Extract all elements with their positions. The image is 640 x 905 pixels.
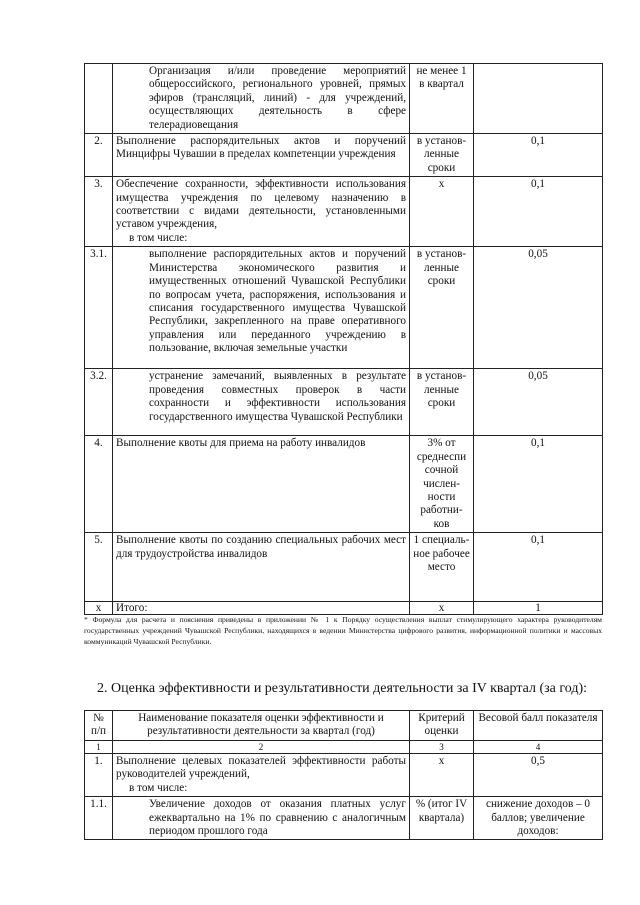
row-criterion: 3% от среднеспи сочной числен-ности работни-ков (410, 436, 474, 533)
row-subtext: в том числе: (129, 781, 188, 794)
row-text: Выполнение квоты для приема на работу инвалидов (113, 436, 410, 533)
row-subtext: в том числе: (129, 231, 188, 244)
row-num: 1.1. (85, 797, 113, 840)
row-text: Обеспечение сохранности, эффективности использования имущества учреждения по целевому назначению в соответствии с видами деятельности, установленными уставом учреждения, (116, 178, 406, 231)
row-num (85, 64, 113, 134)
row-text: Выполнение квоты по созданию специальных рабочих мест для трудоустройства инвалидов (113, 533, 410, 602)
row-weight: снижение доходов – 0 баллов; увеличение доходов: (474, 797, 603, 840)
row-num: 5. (85, 533, 113, 602)
indicators-table-year (84, 710, 603, 840)
colnum-1: 1 (85, 741, 113, 754)
row-text: выполнение распорядительных актов и поручений Министерства экономического развития и имущественных отношений Чувашской Республики по вопросам учета, распоряжения, использования и списания государственного имущества Чувашской Республики, закрепленного на праве оперативного управления или переданного учреждению в пользование, включая земельные участки (113, 247, 410, 369)
table-header-row (85, 711, 603, 741)
header-num: № п/п (85, 711, 113, 741)
row-criterion: не менее 1 в квартал (410, 64, 474, 134)
row-weight (474, 64, 603, 134)
table-row (85, 369, 603, 436)
footnote: * Формула для расчета и пояснения приведены в приложении № 1 к Порядку осуществления выплат стимулирующего характера руководителям государственных учреждений Чувашской Республики, находящихся в ведении Министерства цифрового развития, информационной политики и массовых коммуникаций Чувашской Республики. (84, 615, 602, 647)
table-row-total (85, 602, 603, 615)
header-criterion: Критерий оценки (410, 711, 474, 741)
row-criterion: x (410, 602, 474, 615)
colnum-4: 4 (474, 741, 603, 754)
table-row (85, 134, 603, 177)
row-criterion: в установ-ленные сроки (410, 134, 474, 177)
row-weight: 0,5 (474, 754, 603, 797)
section-title: 2. Оценка эффективности и результативности деятельности за IV квартал (за год): (97, 681, 588, 696)
row-num: 2. (85, 134, 113, 177)
row-weight: 0,1 (474, 134, 603, 177)
row-text: Увеличение доходов от оказания платных услуг ежеквартально на 1% по сравнению с аналогичным периодом прошлого года (113, 797, 410, 840)
row-num: 3.1. (85, 247, 113, 369)
table-row (85, 247, 603, 369)
row-weight: 0,1 (474, 436, 603, 533)
row-text: Итого: (113, 602, 410, 615)
table-row (85, 533, 603, 602)
row-weight: 0,1 (474, 177, 603, 247)
row-weight: 0,05 (474, 247, 603, 369)
row-num: x (85, 602, 113, 615)
row-text: Выполнение целевых показателей эффективности работы руководителей учреждений, (116, 755, 406, 781)
table-row (85, 797, 603, 840)
row-criterion: в установ-ленные сроки (410, 369, 474, 436)
row-text: Организация и/или проведение мероприятий общероссийского, регионального уровней, прямых эфиров (трансляций, линий) - для учреждений, осуществляющих деятельность в сфере телерадиовещания (113, 64, 410, 134)
row-weight: 1 (474, 602, 603, 615)
row-num: 3. (85, 177, 113, 247)
column-number-row (85, 741, 603, 754)
row-text: устранение замечаний, выявленных в результате проведения совместных проверок в части сохранности и эффективности использования государственного имущества Чувашской Республики (113, 369, 410, 436)
colnum-2: 2 (113, 741, 410, 754)
header-name: Наименование показателя оценки эффективности и результативности деятельности за квартал (год) (113, 711, 410, 741)
row-weight: 0,05 (474, 369, 603, 436)
row-criterion: x (410, 177, 474, 247)
row-criterion: 1 специаль-ное рабочее место (410, 533, 474, 602)
table-row (85, 64, 603, 134)
row-text: Выполнение распорядительных актов и поручений Минцифры Чувашии в пределах компетенции учреждения (113, 134, 410, 177)
row-weight: 0,1 (474, 533, 603, 602)
row-num: 4. (85, 436, 113, 533)
row-text-cell (113, 754, 410, 797)
row-num: 1. (85, 754, 113, 797)
row-num: 3.2. (85, 369, 113, 436)
row-criterion: % (итог IV квартала) (410, 797, 474, 840)
indicators-table-q (84, 63, 603, 615)
row-text-cell (113, 177, 410, 247)
row-criterion: в установ-ленные сроки (410, 247, 474, 369)
colnum-3: 3 (410, 741, 474, 754)
table-row (85, 754, 603, 797)
table-row (85, 436, 603, 533)
row-criterion: x (410, 754, 474, 797)
header-weight: Весовой балл показателя (474, 711, 603, 741)
table-row (85, 177, 603, 247)
